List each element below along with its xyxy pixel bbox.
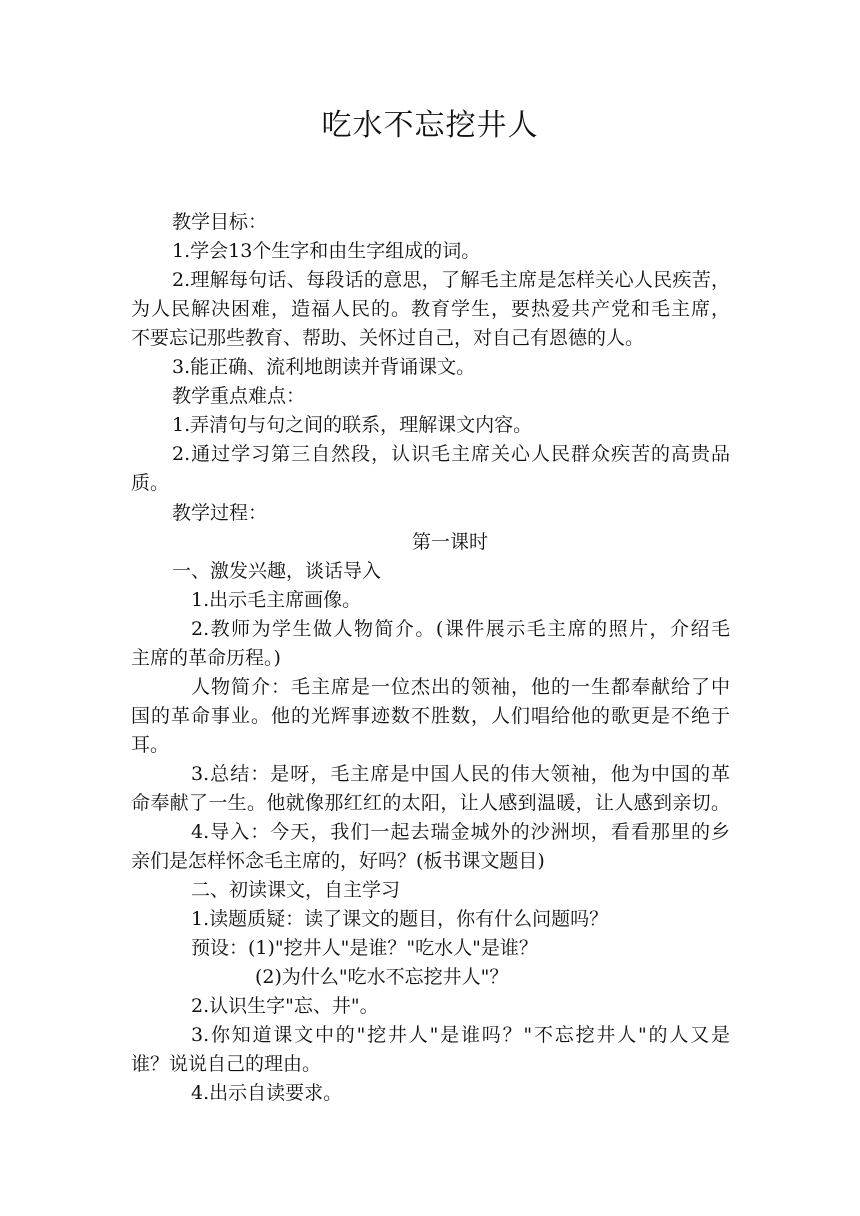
text-line: 谁？说说自己的理由。 [131,1053,322,1075]
subsection-heading: 一、激发兴趣，谈话导入 [172,560,382,582]
section-heading-goals: 教学目标： [172,211,268,233]
text-line: 2.教师为学生做人物简介。(课件展示毛主席的照片，介绍毛 [191,618,730,640]
section-heading-key-points: 教学重点难点： [172,385,306,407]
text-line: 4.出示自读要求。 [191,1082,343,1104]
text-line: 1.出示毛主席画像。 [191,589,362,611]
text-line: 3.能正确、流利地朗读并背诵课文。 [172,356,476,378]
lesson-heading: 第一课时 [411,531,488,553]
text-line: 质。 [131,472,170,494]
text-line: 命奉献了一生。他就像那红红的太阳，让人感到温暖，让人感到亲切。 [131,792,730,814]
text-line: 不要忘记那些教育、帮助、关怀过自己，对自己有恩德的人。 [131,327,645,349]
text-line: (2)为什么"吃水不忘挖井人"？ [255,966,509,988]
text-line: 1.弄清句与句之间的联系，理解课文内容。 [172,414,533,436]
text-line: 2.认识生字"忘、井"。 [191,995,379,1017]
subsection-heading: 二、初读课文，自主学习 [191,879,401,901]
text-line: 人物简介：毛主席是一位杰出的领袖，他的一生都奉献给了中 [191,676,730,698]
text-line: 3.你知道课文中的"挖井人"是谁吗？"不忘挖井人"的人又是 [191,1024,730,1046]
text-line: 为人民解决困难，造福人民的。教育学生，要热爱共产党和毛主席， [131,298,730,320]
text-line: 主席的革命历程。) [131,647,281,669]
text-line: 4.导入：今天，我们一起去瑞金城外的沙洲坝，看看那里的乡 [191,821,730,843]
text-line: 3.总结：是呀，毛主席是中国人民的伟大领袖，他为中国的革 [191,763,730,785]
text-line: 2.通过学习第三自然段，认识毛主席关心人民群众疾苦的高贵品 [172,443,730,465]
text-line: 2.理解每句话、每段话的意思，了解毛主席是怎样关心人民疾苦， [172,269,730,291]
text-line: 亲们是怎样怀念毛主席的，好吗？(板书课文题目) [131,850,545,872]
text-line: 耳。 [131,734,170,756]
text-line: 1.学会13个生字和由生字组成的词。 [172,240,481,262]
text-line: 1.读题质疑：读了课文的题目，你有什么问题吗？ [191,908,609,930]
document-title: 吃水不忘挖井人 [321,108,539,143]
text-line: 预设：(1)"挖井人"是谁？"吃水人"是谁？ [191,937,538,959]
text-line: 国的革命事业。他的光辉事迹数不胜数，人们唱给他的歌更是不绝于 [131,705,730,727]
section-heading-process: 教学过程： [172,502,268,524]
